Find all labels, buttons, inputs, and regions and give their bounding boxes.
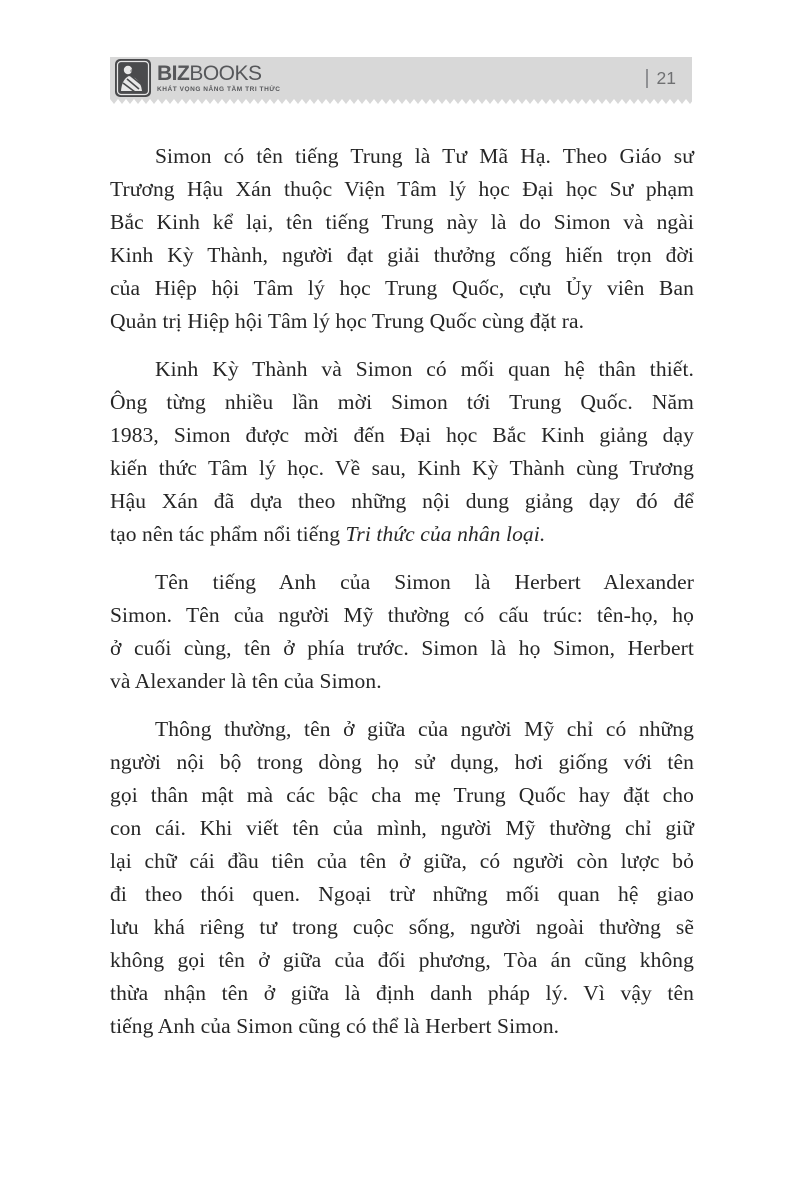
text-line (110, 746, 694, 779)
text-line (110, 173, 694, 206)
text-segment: Bắc Kinh kể lại, tên tiếng Trung này là do Simon và ngài (110, 210, 694, 234)
band-sawtooth-edge (110, 99, 692, 104)
text-segment: lại chữ cái đầu tiên của tên ở giữa, có người còn lược bỏ (110, 849, 694, 873)
header-band (110, 57, 692, 99)
text-line (110, 1010, 694, 1043)
text-segment: Kinh Kỳ Thành, người đạt giải thưởng cống hiến trọn đời (110, 243, 694, 267)
text-line (110, 665, 694, 698)
text-segment: ở cuối cùng, tên ở phía trước. Simon là họ Simon, Herbert (110, 636, 694, 660)
text-segment: tạo nên tác phẩm nổi tiếng (110, 522, 346, 546)
text-line (110, 779, 694, 812)
text-segment: không gọi tên ở giữa của đối phương, Tòa án cũng không (110, 948, 694, 972)
text-segment: Trương Hậu Xán thuộc Viện Tâm lý học Đại học Sư phạm (110, 177, 694, 201)
brand-name-light: BOOKS (189, 62, 262, 85)
text-line (110, 632, 694, 665)
page-number-value: 21 (656, 67, 676, 88)
paragraph (110, 140, 694, 338)
text-line (110, 452, 694, 485)
text-line (110, 911, 694, 944)
text-segment: thừa nhận tên ở giữa là định danh pháp lý. Vì vậy tên (110, 981, 694, 1005)
text-line (110, 140, 694, 173)
text-segment: kiến thức Tâm lý học. Về sau, Kinh Kỳ Thành cùng Trương (110, 456, 694, 480)
text-segment: Simon có tên tiếng Trung là Tư Mã Hạ. Theo Giáo sư (155, 144, 694, 168)
text-segment: của Hiệp hội Tâm lý học Trung Quốc, cựu Ủy viên Ban (110, 276, 694, 300)
page-body (110, 140, 694, 1058)
text-segment: con cái. Khi viết tên của mình, người Mỹ thường chỉ giữ (110, 816, 694, 840)
brand-name-bold: BIZ (157, 62, 190, 85)
text-segment: Hậu Xán đã dựa theo những nội dung giảng dạy đó để (110, 489, 694, 513)
text-line (110, 239, 694, 272)
text-segment: lưu khá riêng tư trong cuộc sống, người ngoài thường sẽ (110, 915, 694, 939)
page-number (646, 68, 676, 89)
text-segment: Thông thường, tên ở giữa của người Mỹ chỉ có những (155, 717, 694, 741)
page-number-divider (646, 69, 648, 88)
paragraph (110, 353, 694, 551)
text-segment: đi theo thói quen. Ngoại trừ những mối quan hệ giao (110, 882, 694, 906)
text-line (110, 977, 694, 1010)
text-line (110, 419, 694, 452)
text-segment: Kinh Kỳ Thành và Simon có mối quan hệ thân thiết. (155, 357, 694, 381)
text-line (110, 566, 694, 599)
text-line (110, 206, 694, 239)
text-segment: người nội bộ trong dòng họ sử dụng, hơi giống với tên (110, 750, 694, 774)
text-line (110, 599, 694, 632)
text-line (110, 845, 694, 878)
text-line (110, 518, 694, 551)
text-segment: Quản trị Hiệp hội Tâm lý học Trung Quốc cùng đặt ra. (110, 309, 585, 333)
text-segment: Ông từng nhiều lần mời Simon tới Trung Quốc. Năm (110, 390, 694, 414)
text-line (110, 812, 694, 845)
brand-text-block (157, 63, 281, 93)
bizbooks-logo-icon (115, 59, 151, 97)
text-line (110, 485, 694, 518)
text-line (110, 305, 694, 338)
brand-tagline: KHÁT VỌNG NÂNG TẦM TRI THỨC (157, 86, 281, 93)
text-segment: Simon. Tên của người Mỹ thường có cấu trúc: tên-họ, họ (110, 603, 694, 627)
text-line (110, 713, 694, 746)
text-line (110, 353, 694, 386)
text-segment: gọi thân mật mà các bậc cha mẹ Trung Quốc hay đặt cho (110, 783, 694, 807)
text-segment: và Alexander là tên của Simon. (110, 669, 382, 693)
text-line (110, 272, 694, 305)
paragraph (110, 713, 694, 1043)
paragraph (110, 566, 694, 698)
publisher-logo (115, 59, 281, 97)
text-segment: Tên tiếng Anh của Simon là Herbert Alexander (155, 570, 694, 594)
text-segment: 1983, Simon được mời đến Đại học Bắc Kinh giảng dạy (110, 423, 694, 447)
text-line (110, 944, 694, 977)
brand-name (157, 63, 281, 84)
text-line (110, 386, 694, 419)
text-line (110, 878, 694, 911)
book-title-italic: Tri thức của nhân loại. (345, 522, 546, 546)
text-segment: tiếng Anh của Simon cũng có thể là Herbert Simon. (110, 1014, 560, 1038)
